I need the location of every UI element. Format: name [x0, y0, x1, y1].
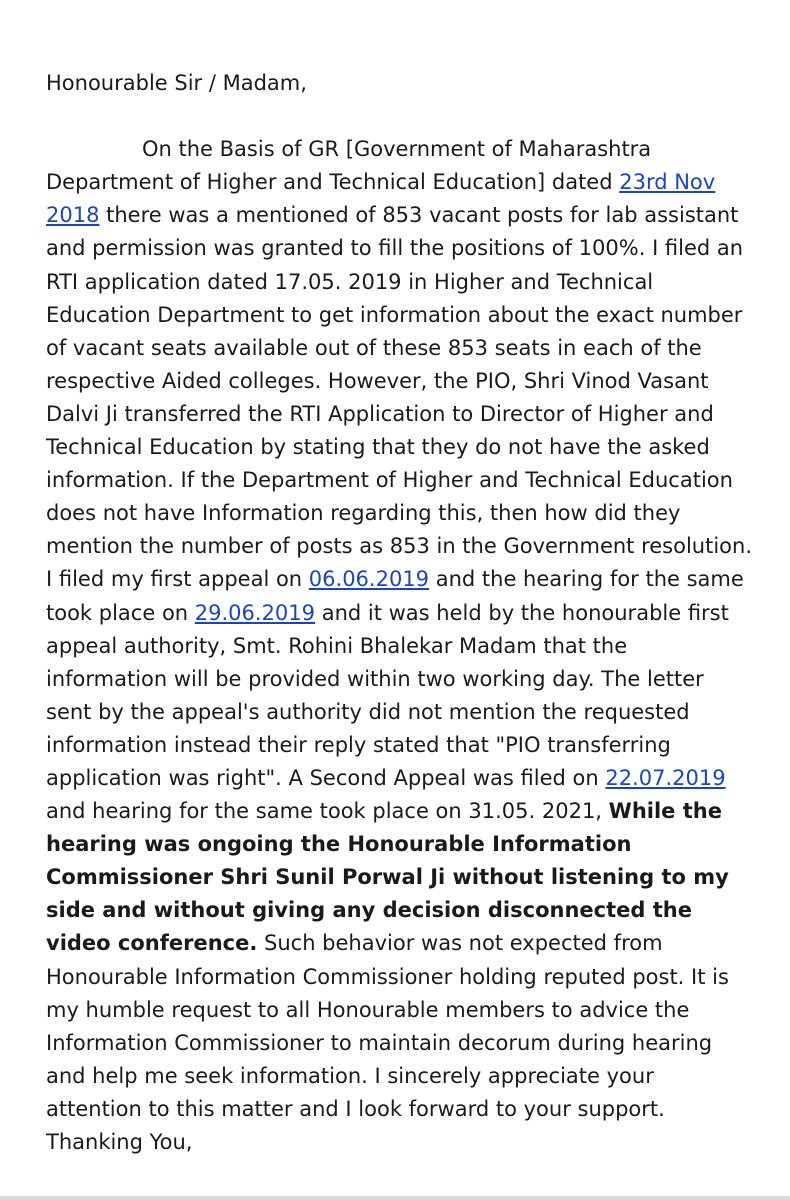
body-segment: there was a mentioned of 853 vacant posts for lab assistant and permission was granted to fill the positions of 100%. I filed an RTI application dated 17.05. 2019 in Higher and Technical Education Department to get information about the exact number of vacant seats available out of these 853 seats in each of the respective Aided colleges. However, the PIO, Shri Vinod Vasant Dalvi Ji transferred the RTI Application to Director of Higher and Technical Education by stating that they do not have the asked information. If the Department of Higher and Technical Education does not have Information regarding this, then how did they mention the number of posts as 853 in the Government resolution. I filed my first appeal on	[46, 203, 753, 592]
body-segment: Such behavior was not expected from Honourable Information Commissioner holding reputed post. It is my humble request to all Honourable members to advice the Information Commissioner to maintain decorum during hearing and help me seek information. I sincerely appreciate your attention to this matter and I look forward to your support.	[46, 931, 729, 1121]
body-segment: and hearing for the same took place on 31.05. 2021,	[46, 799, 609, 824]
body-segment: On the Basis of GR [Government of Maharashtra Department of Higher and Technical Education] dated	[46, 137, 652, 195]
letter-body	[46, 133, 752, 1126]
salutation: Honourable Sir / Madam,	[46, 71, 307, 95]
date-link-29-06-2019[interactable]: 29.06.2019	[194, 600, 316, 625]
closing: Thanking You,	[46, 1130, 193, 1154]
bottom-divider	[0, 1196, 790, 1200]
bold-statement: While the hearing was ongoing the Honourable Information Commissioner Shri Sunil Porwal Ji without listening to my side and without giving any decision disconnected the video conference.	[46, 799, 729, 956]
body-segment: and it was held by the honourable first appeal authority, Smt. Rohini Bhalekar Madam that the information will be provided within two working day. The letter sent by the appeal's authority did not mention the requested information instead their reply stated that "PIO transferring application was right". A Second Appeal was filed on	[46, 600, 729, 790]
date-link-22-07-2019[interactable]: 22.07.2019	[605, 765, 726, 790]
date-link-23rd-nov-2018[interactable]: 23rd Nov 2018	[46, 170, 716, 228]
body-segment: and the hearing for the same took place on	[46, 567, 744, 625]
letter-document	[46, 67, 752, 1159]
date-link-06-06-2019[interactable]: 06.06.2019	[308, 567, 430, 592]
